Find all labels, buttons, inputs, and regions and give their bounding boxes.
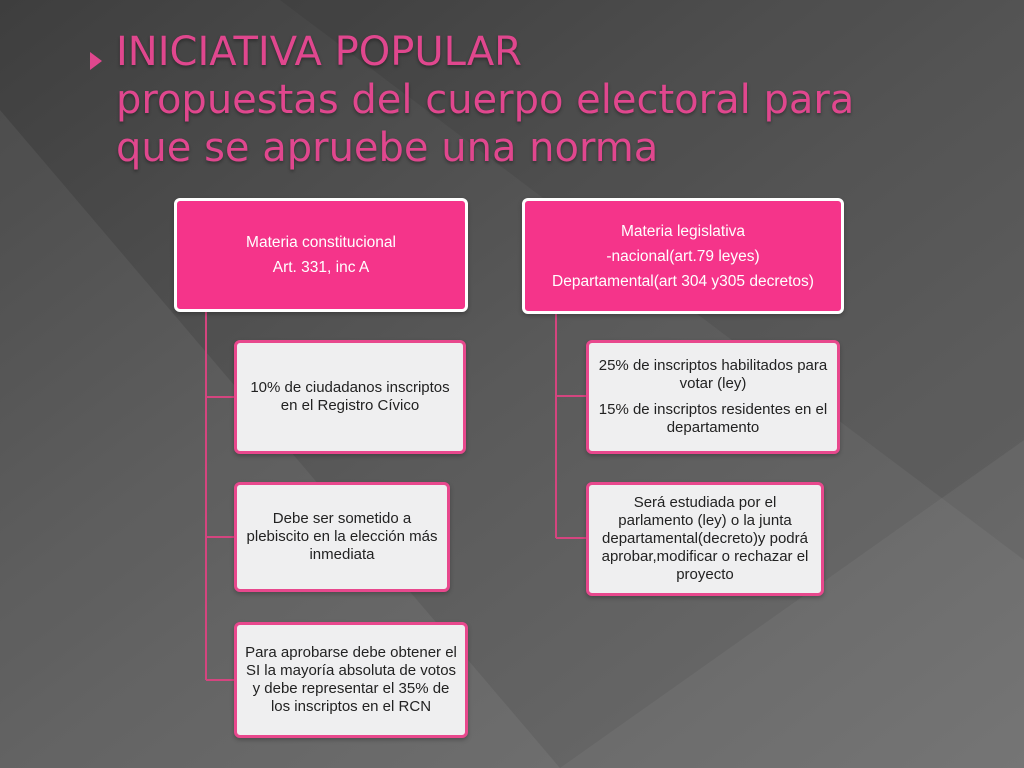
right-header-line-2: -nacional(art.79 leyes) [606, 247, 760, 265]
left-header-line-1: Materia constitucional [246, 234, 396, 251]
left-item-2-text: Debe ser sometido a plebiscito en la elección más inmediata [246, 510, 438, 563]
left-item-1-text: 10% de ciudadanos inscriptos en el Registro Cívico [250, 379, 450, 414]
title-line-1: INICIATIVA POPULAR [116, 29, 522, 75]
left-item-3-box [234, 622, 468, 738]
left-header-line-2: Art. 331, inc A [272, 259, 370, 276]
right-item-2-box [586, 482, 824, 596]
right-item-1-box [586, 340, 840, 454]
right-item-1-line-1: 25% de inscriptos habilitados para votar (ley) [598, 357, 828, 392]
right-header-line-3: Departamental(art 304 y305 decretos) [552, 272, 814, 290]
title-line-3: que se apruebe una norma [116, 125, 659, 171]
title-line-2: propuestas del cuerpo electoral para [116, 77, 855, 123]
right-item-1-line-2: 15% de inscriptos residentes en el departamento [598, 401, 828, 436]
page-title [116, 28, 996, 172]
right-item-2-text: Será estudiada por el parlamento (ley) o la junta departamental(decreto)y podrá aprobar,modificar o rechazar el proyecto [601, 494, 809, 583]
left-header-box [174, 198, 468, 312]
left-item-1-box [234, 340, 466, 454]
left-item-2-box [234, 482, 450, 592]
left-item-3-text: Para aprobarse debe obtener el SI la mayoría absoluta de votos y debe representar el 35% de los inscriptos en el RCN [245, 644, 457, 715]
title-bullet-icon [88, 50, 104, 72]
right-header-box [522, 198, 844, 314]
right-header-line-1: Materia legislativa [620, 222, 746, 240]
